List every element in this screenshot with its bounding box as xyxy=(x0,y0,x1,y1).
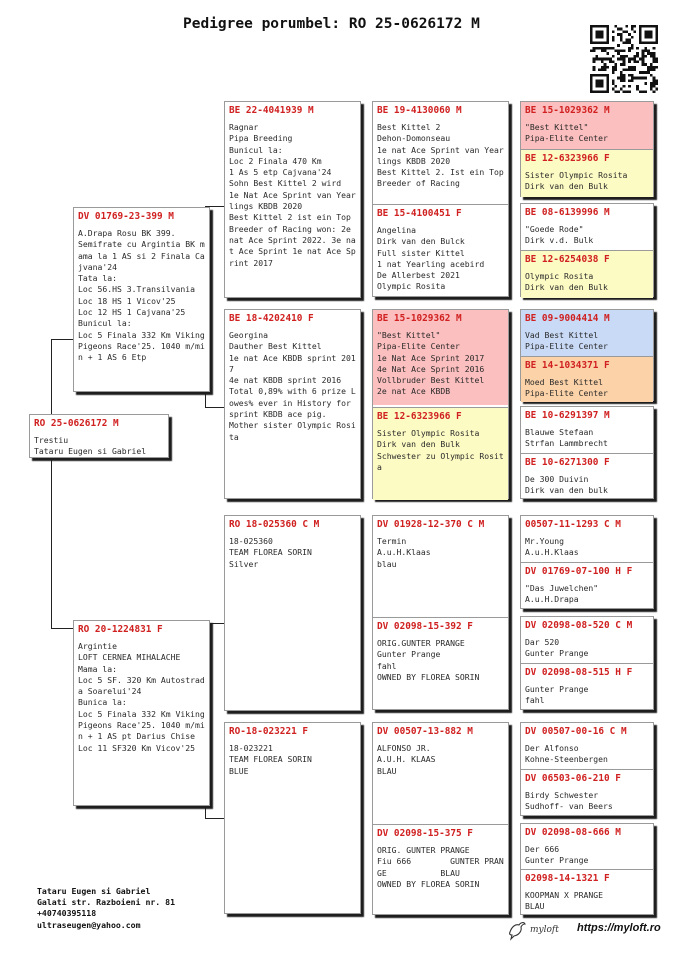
ring-number: 00507-11-1293 C M xyxy=(525,519,621,530)
website-link[interactable]: https://myloft.ro xyxy=(577,922,661,934)
pigeon-details: KOOPMAN X PRANGE BLAU xyxy=(525,890,603,912)
connector xyxy=(205,818,224,819)
ring-number: DV 02098-15-392 F xyxy=(377,621,473,632)
pigeon-details: Mr.Young A.u.H.Klaas xyxy=(525,536,579,558)
ring-number: BE 22-4041939 M xyxy=(229,105,314,116)
ring-number: BE 10-6271300 F xyxy=(525,457,610,468)
pigeon-cell xyxy=(521,562,653,610)
connector xyxy=(205,407,224,408)
pigeon-details: Best Kittel 2 Dehon-Domonseau 1e nat Ace Sprint van Yearlings KBDB 2020 Best Kittel 2. Ist ein Top Breeder of Racing xyxy=(377,122,504,189)
ring-number: 02098-14-1321 F xyxy=(525,873,610,884)
pigeon-cell xyxy=(373,407,508,500)
ring-number: RO 25-0626172 M xyxy=(34,418,119,429)
footer-contact xyxy=(37,886,175,931)
ring-number: BE 14-1034371 F xyxy=(525,360,610,371)
pigeon-details: ALFONSO JR. A.U.H. KLAAS BLAU xyxy=(377,743,436,776)
ring-number: DV 02098-08-520 C M xyxy=(525,620,633,631)
pigeon-details: Birdy Schwester Sudhoff- van Beers xyxy=(525,790,613,812)
pigeon-card-gen5[interactable] xyxy=(520,823,654,915)
pigeon-card-gen5[interactable] xyxy=(520,309,654,401)
logo-text: myloft xyxy=(530,925,559,935)
ring-number: DV 02098-15-375 F xyxy=(377,828,473,839)
pigeon-cell xyxy=(521,869,653,916)
ring-number: DV 02098-08-515 H F xyxy=(525,667,633,678)
pigeon-cell xyxy=(373,617,508,711)
pigeon-card-main[interactable] xyxy=(29,414,169,458)
pigeon-cell xyxy=(521,407,653,453)
ring-number: DV 06503-06-210 F xyxy=(525,773,621,784)
pigeon-details: Georgina Dauther Best Kittel 1e nat Ace KBDB sprint 2017 4e nat KBDB sprint 2016 Total 0,89% with 6 prize Lowes% ever in History for sprint KBDB ace pig. Mother sister Olympic Rosita xyxy=(229,330,356,442)
pigeon-cell xyxy=(373,102,508,198)
pigeon-card-gen4[interactable] xyxy=(372,101,509,297)
pigeon-card-gen3[interactable] xyxy=(224,722,361,914)
ring-number: RO 18-025360 C M xyxy=(229,519,320,530)
qr-code xyxy=(590,25,658,93)
connector xyxy=(51,628,73,629)
pigeon-icon xyxy=(507,920,527,940)
ring-number: BE 15-4100451 F xyxy=(377,208,462,219)
pigeon-cell xyxy=(521,310,653,356)
pigeon-cell xyxy=(521,824,653,869)
pigeon-details: De 300 Duivin Dirk van den bulk xyxy=(525,474,608,496)
pigeon-cell xyxy=(373,516,508,611)
pigeon-cell xyxy=(225,516,360,710)
pigeon-details: "Das Juwelchen" A.u.H.Drapa xyxy=(525,583,599,605)
pigeon-cell xyxy=(225,102,360,297)
ring-number: DV 00507-00-16 C M xyxy=(525,726,627,737)
pigeon-cell xyxy=(521,453,653,500)
pigeon-details: Moed Best Kittel Pipa-Elite Center xyxy=(525,377,608,399)
pigeon-details: Dar 520 Gunter Prange xyxy=(525,637,589,659)
pigeon-card-dam[interactable] xyxy=(73,620,210,806)
pigeon-details: "Best Kittel" Pipa-Elite Center xyxy=(525,122,608,144)
pigeon-details: Sister Olympic Rosita Dirk van den Bulk xyxy=(525,170,628,192)
pigeon-cell xyxy=(373,723,508,818)
pigeon-details: Sister Olympic Rosita Dirk van den Bulk Schwester zu Olympic Rosita xyxy=(377,428,504,472)
pigeon-card-gen3[interactable] xyxy=(224,101,361,298)
pigeon-cell xyxy=(521,516,653,562)
ring-number: DV 01769-23-399 M xyxy=(78,211,174,222)
pigeon-card-gen5[interactable] xyxy=(520,101,654,197)
pigeon-details: ORIG.GUNTER PRANGE Gunter Prange fahl OWNED BY FLOREA SORIN xyxy=(377,638,480,682)
ring-number: DV 00507-13-882 M xyxy=(377,726,473,737)
pigeon-cell xyxy=(521,617,653,663)
ring-number: RO 20-1224831 F xyxy=(78,624,163,635)
pigeon-card-gen3[interactable] xyxy=(224,309,361,499)
pigeon-details: A.Drapa Rosu BK 399. Semifrate cu Argintia BK mama la 1 AS si 2 Finala Cajvana'24 Tata la: Loc 56.HS 3.Transilvania Loc 18 HS 1 Vicov'25 Loc 12 HS 1 Cajvana'25 Bunicul la: Loc 5 Finala 332 Km Viking Pigeons Race'25. 1040 m/min + 1 AS 6 Etp xyxy=(78,228,205,363)
pigeon-details: ORIG. GUNTER PRANGE Fiu 666 GUNTER PRANGE BLAU OWNED BY FLOREA SORIN xyxy=(377,845,504,889)
pigeon-cell xyxy=(521,663,653,711)
ring-number: DV 01769-07-100 H F xyxy=(525,566,633,577)
pigeon-details: "Best Kittel" Pipa-Elite Center 1e Nat Ace Sprint 2017 4e Nat Ace Sprint 2016 Vollbruder Best Kittel 2e nat Ace KBDB xyxy=(377,330,485,397)
pigeon-card-gen5[interactable] xyxy=(520,616,654,710)
pigeon-cell xyxy=(373,310,508,405)
pigeon-details: "Goede Rode" Dirk v.d. Bulk xyxy=(525,224,594,246)
pigeon-details: Der 666 Gunter Prange xyxy=(525,844,589,866)
pigeon-cell xyxy=(373,204,508,298)
pigeon-cell xyxy=(521,204,653,250)
pigeon-cell xyxy=(225,310,360,498)
pigeon-details: 18-025360 TEAM FLOREA SORIN Silver xyxy=(229,536,312,569)
ring-number: BE 12-6254038 F xyxy=(525,254,610,265)
pigeon-card-gen5[interactable] xyxy=(520,203,654,297)
connector xyxy=(51,339,73,340)
pigeon-card-gen4[interactable] xyxy=(372,309,509,499)
pigeon-details: 18-023221 TEAM FLOREA SORIN BLUE xyxy=(229,743,312,776)
pigeon-details: Argintie LOFT CERNEA MIHALACHE Mama la: Loc 5 SF. 320 Km Autostrada Soarelui'24 Bunica la: Loc 5 Finala 332 Km Viking Pigeons Race'25. 1040 m/min + 1 AS pt Darius Chise Loc 11 SF320 Km Vicov'25 xyxy=(78,641,205,753)
pigeon-cell xyxy=(521,149,653,197)
pigeon-details: Trestiu Tataru Eugen si Gabriel xyxy=(34,435,147,457)
ring-number: RO-18-023221 F xyxy=(229,726,309,737)
pigeon-cell xyxy=(225,723,360,913)
pigeon-card-gen5[interactable] xyxy=(520,406,654,499)
pigeon-cell xyxy=(521,723,653,769)
pigeon-details: Ragnar Pipa Breeding Bunicul la: Loc 2 Finala 470 Km 1 As 5 etp Cajvana'24 Sohn Best Kittel 2 wird 1e Nat Ace Sprint van Yearlings KBDB 2020 Best Kittel 2 ist ein Top Breeder of Racing won: 2e nat Ace Sprint 2022. 3e nat Ace Sprint 1e nat Ace Sprint 2017 xyxy=(229,122,356,268)
ring-number: BE 10-6291397 M xyxy=(525,410,610,421)
pigeon-details: Blauwe Stefaan Strfan Lammbrecht xyxy=(525,427,608,449)
pigeon-card-gen4[interactable] xyxy=(372,722,509,915)
pigeon-cell xyxy=(521,250,653,298)
owner-address: Galati str. Razboieni nr. 81 xyxy=(37,897,176,908)
owner-email: ultraseugen@yahoo.com xyxy=(37,919,141,930)
pigeon-cell xyxy=(521,102,653,149)
pigeon-details: Angelina Dirk van den Bulck Full sister Kittel 1 nat Yearling acebird De Allerbest 2021 Olympic Rosita xyxy=(377,225,485,292)
connector xyxy=(51,339,52,629)
ring-number: BE 08-6139996 M xyxy=(525,207,610,218)
pigeon-card-gen4[interactable] xyxy=(372,515,509,710)
pigeon-card-gen3[interactable] xyxy=(224,515,361,711)
owner-phone: +40740395118 xyxy=(37,908,97,919)
ring-number: BE 12-6323966 F xyxy=(525,153,610,164)
pigeon-details: Termin A.u.H.Klaas blau xyxy=(377,536,431,569)
pigeon-cell xyxy=(373,824,508,916)
pigeon-details: Vad Best Kittel Pipa-Elite Center xyxy=(525,330,608,352)
pigeon-card-sire[interactable] xyxy=(73,207,210,392)
page-title: Pedigree porumbel: RO 25-0626172 M xyxy=(183,16,480,32)
ring-number: BE 15-1029362 M xyxy=(377,313,462,324)
pigeon-details: Olympic Rosita Dirk van den Bulk xyxy=(525,271,608,293)
ring-number: DV 02098-08-666 M xyxy=(525,827,621,838)
pigeon-details: Gunter Prange fahl xyxy=(525,684,589,706)
owner-name: Tataru Eugen si Gabriel xyxy=(37,886,151,896)
ring-number: BE 19-4130060 M xyxy=(377,105,462,116)
pigeon-details: Der Alfonso Kohne-Steenbergen xyxy=(525,743,608,765)
pigeon-card-gen5[interactable] xyxy=(520,515,654,609)
ring-number: BE 18-4202410 F xyxy=(229,313,314,324)
ring-number: BE 12-6323966 F xyxy=(377,411,462,422)
ring-number: BE 09-9004414 M xyxy=(525,313,610,324)
pigeon-cell xyxy=(521,769,653,817)
ring-number: BE 15-1029362 M xyxy=(525,105,610,116)
ring-number: DV 01928-12-370 C M xyxy=(377,519,485,530)
pigeon-cell xyxy=(521,356,653,402)
myloft-logo xyxy=(507,919,559,941)
pigeon-card-gen5[interactable] xyxy=(520,722,654,816)
